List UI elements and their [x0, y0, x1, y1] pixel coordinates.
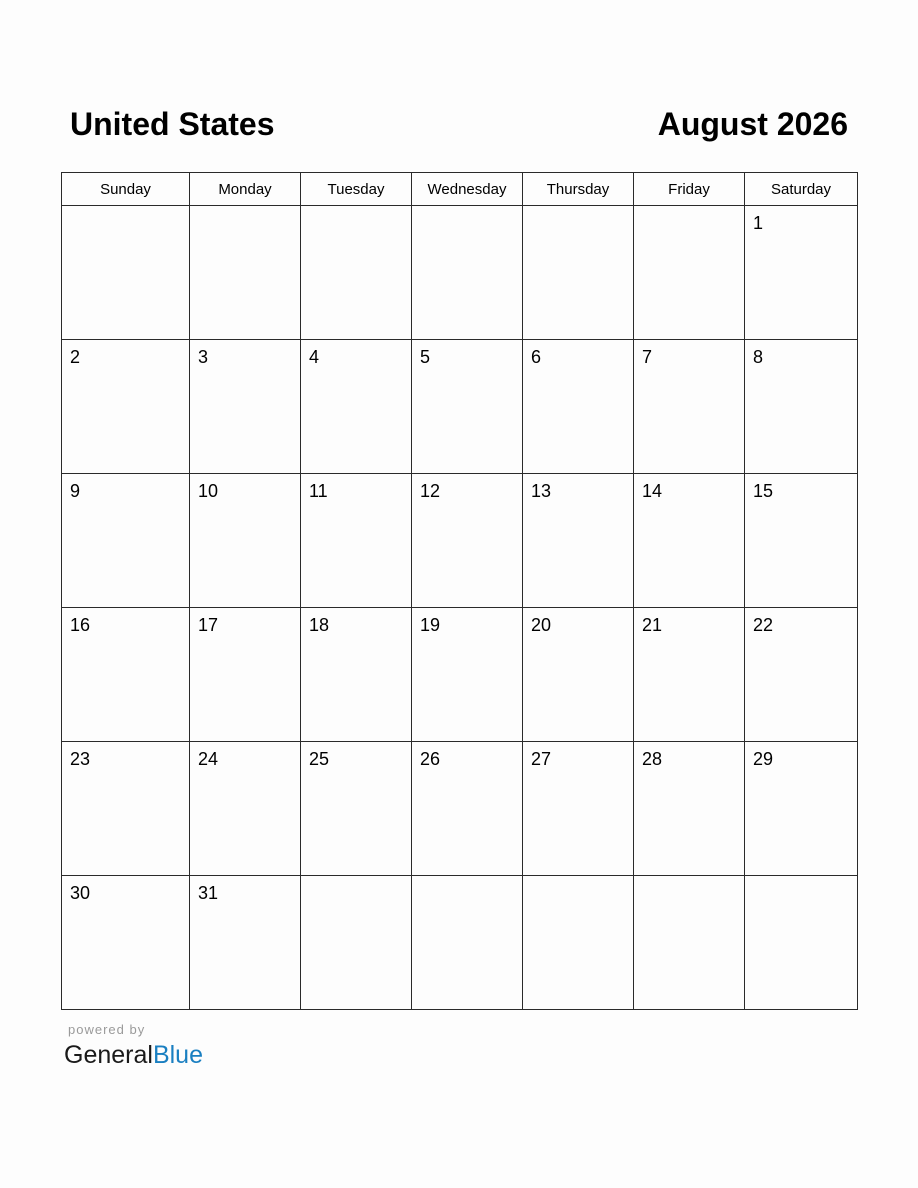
- day-cell: [301, 206, 412, 340]
- month-year-title: August 2026: [657, 106, 848, 142]
- day-cell: [634, 340, 745, 474]
- weekday-header-row: [62, 173, 858, 206]
- day-cell: [523, 876, 634, 1010]
- day-cell: [301, 340, 412, 474]
- day-cell: [523, 340, 634, 474]
- day-cell: [62, 206, 190, 340]
- generalblue-logo[interactable]: [64, 1040, 203, 1070]
- day-cell: [412, 474, 523, 608]
- day-number: [634, 206, 744, 212]
- day-number: 18: [309, 615, 330, 635]
- day-number: [523, 876, 633, 882]
- footer: [64, 1022, 203, 1070]
- calendar-grid: [61, 172, 858, 1010]
- day-cell: [62, 876, 190, 1010]
- day-cell: [745, 742, 858, 876]
- weekday-sunday: Sunday: [62, 173, 190, 206]
- day-cell: [190, 340, 301, 474]
- day-cell: [745, 474, 858, 608]
- day-number: 24: [198, 749, 219, 769]
- day-number: [412, 206, 522, 212]
- day-cell: [745, 608, 858, 742]
- day-cell: [190, 474, 301, 608]
- day-number: 22: [753, 615, 774, 635]
- day-cell: [190, 206, 301, 340]
- day-cell: [634, 876, 745, 1010]
- day-cell: [62, 340, 190, 474]
- day-number: 30: [70, 883, 91, 903]
- week-row: [62, 340, 858, 474]
- day-cell: [190, 876, 301, 1010]
- day-number: [301, 206, 411, 212]
- week-row: [62, 474, 858, 608]
- day-number: [634, 876, 744, 882]
- day-number: 13: [531, 481, 552, 501]
- day-cell: [62, 742, 190, 876]
- day-cell: [190, 742, 301, 876]
- day-number: 6: [531, 347, 542, 367]
- weekday-friday: Friday: [634, 173, 745, 206]
- day-number: [301, 876, 411, 882]
- day-number: 4: [309, 347, 320, 367]
- day-number: 8: [753, 347, 764, 367]
- day-cell: [412, 206, 523, 340]
- day-number: 19: [420, 615, 441, 635]
- day-cell: [301, 608, 412, 742]
- day-number: 5: [420, 347, 431, 367]
- day-cell: [412, 340, 523, 474]
- day-cell: [523, 608, 634, 742]
- day-cell: [523, 474, 634, 608]
- day-cell: [745, 206, 858, 340]
- day-number: 31: [198, 883, 219, 903]
- week-row: [62, 608, 858, 742]
- weekday-thursday: Thursday: [523, 173, 634, 206]
- day-number: [190, 206, 300, 212]
- day-cell: [301, 742, 412, 876]
- day-number: 20: [531, 615, 552, 635]
- day-number: 16: [70, 615, 91, 635]
- day-cell: [745, 876, 858, 1010]
- day-number: [412, 876, 522, 882]
- day-cell: [634, 742, 745, 876]
- day-cell: [62, 474, 190, 608]
- day-number: 7: [642, 347, 653, 367]
- day-cell: [523, 742, 634, 876]
- day-number: 23: [70, 749, 91, 769]
- day-number: 1: [753, 213, 764, 233]
- day-cell: [634, 206, 745, 340]
- brand-blue: Blue: [152, 1041, 203, 1069]
- weekday-tuesday: Tuesday: [301, 173, 412, 206]
- day-number: 21: [642, 615, 663, 635]
- day-number: 28: [642, 749, 663, 769]
- day-number: 11: [309, 481, 328, 501]
- day-number: 26: [420, 749, 441, 769]
- day-cell: [62, 608, 190, 742]
- country-title: United States: [70, 106, 275, 142]
- day-number: [523, 206, 633, 212]
- weekday-wednesday: Wednesday: [412, 173, 523, 206]
- day-cell: [523, 206, 634, 340]
- day-cell: [745, 340, 858, 474]
- day-cell: [412, 742, 523, 876]
- day-number: 10: [198, 481, 219, 501]
- weekday-saturday: Saturday: [745, 173, 858, 206]
- powered-by-label: powered by: [68, 1022, 146, 1037]
- day-number: 25: [309, 749, 330, 769]
- day-cell: [301, 474, 412, 608]
- day-number: 9: [70, 481, 81, 501]
- day-cell: [190, 608, 301, 742]
- day-number: 17: [198, 615, 219, 635]
- day-number: 3: [198, 347, 209, 367]
- day-number: [62, 206, 189, 212]
- brand-general: General: [64, 1041, 153, 1069]
- day-cell: [412, 608, 523, 742]
- day-cell: [634, 474, 745, 608]
- week-row: [62, 742, 858, 876]
- day-cell: [634, 608, 745, 742]
- day-number: 14: [642, 481, 663, 501]
- day-number: 2: [70, 347, 81, 367]
- week-row: [62, 206, 858, 340]
- day-number: [745, 876, 857, 882]
- day-number: 29: [753, 749, 774, 769]
- week-row: [62, 876, 858, 1010]
- weekday-monday: Monday: [190, 173, 301, 206]
- day-number: 12: [420, 481, 441, 501]
- day-number: 15: [753, 481, 774, 501]
- day-cell: [301, 876, 412, 1010]
- day-cell: [412, 876, 523, 1010]
- day-number: 27: [531, 749, 552, 769]
